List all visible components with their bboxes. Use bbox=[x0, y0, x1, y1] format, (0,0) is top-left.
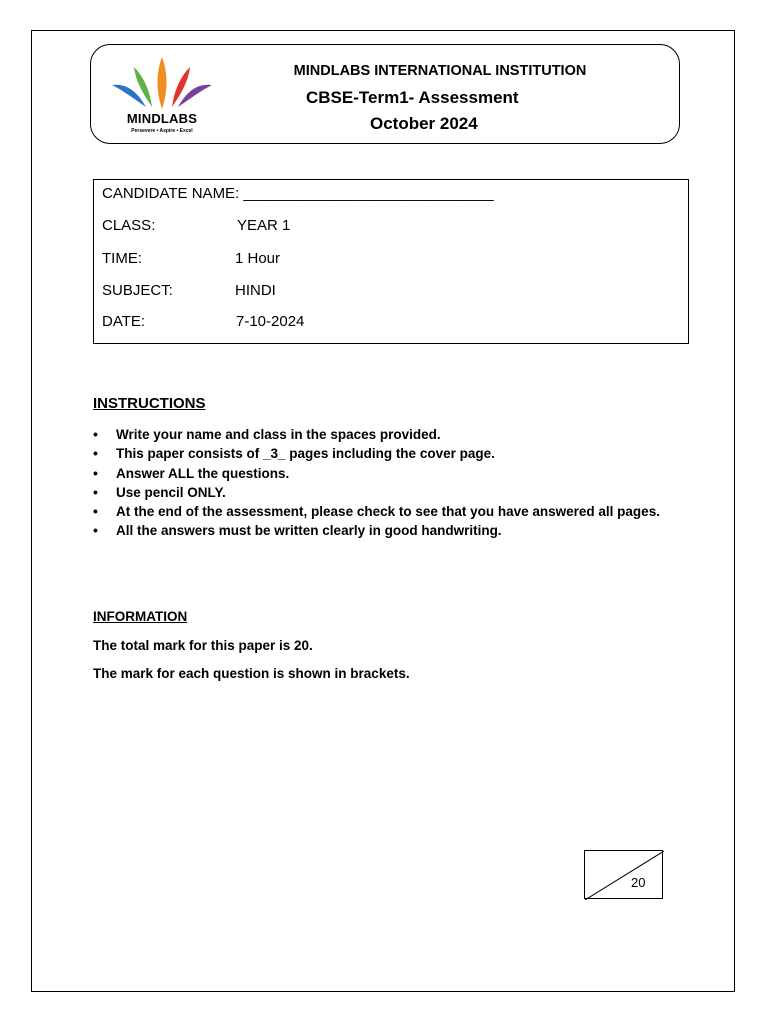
class-label: CLASS: bbox=[102, 217, 156, 234]
logo-petal-orange bbox=[158, 57, 167, 109]
date-value: 7-10-2024 bbox=[236, 313, 305, 330]
logo-wordmark: MINDLABS bbox=[126, 111, 198, 126]
exam-date: October 2024 bbox=[370, 114, 478, 133]
instruction-item: • Write your name and class in the spaces provided. bbox=[93, 425, 660, 444]
school-name: MINDLABS INTERNATIONAL INSTITUTION bbox=[293, 63, 587, 79]
logo-petal-red bbox=[172, 67, 190, 107]
candidate-name-row bbox=[102, 185, 494, 202]
marks-box bbox=[584, 850, 663, 899]
mark-note-text: The mark for each question is shown in brackets. bbox=[93, 666, 410, 681]
instruction-item: • All the answers must be written clearly in good handwriting. bbox=[93, 521, 660, 540]
instructions-heading: INSTRUCTIONS bbox=[93, 395, 206, 412]
exam-title: CBSE-Term1- Assessment bbox=[306, 88, 519, 107]
marks-total: 20 bbox=[631, 875, 646, 890]
candidate-name-label: CANDIDATE NAME: ______________________________ bbox=[102, 185, 494, 202]
total-mark-text: The total mark for this paper is 20. bbox=[93, 638, 313, 653]
subject-label: SUBJECT: bbox=[102, 282, 173, 299]
marks-diagonal-line bbox=[585, 851, 664, 900]
logo-tagline: Persevere • Aspire • Excel bbox=[131, 128, 193, 134]
instruction-item: • This paper consists of _3_ pages including the cover page. bbox=[93, 444, 660, 463]
instruction-item: • Answer ALL the questions. bbox=[93, 464, 660, 483]
logo-petal-green bbox=[134, 67, 152, 107]
instruction-item: • At the end of the assessment, please check to see that you have answered all pages. bbox=[93, 502, 660, 521]
instruction-item: • Use pencil ONLY. bbox=[93, 483, 660, 502]
information-heading: INFORMATION bbox=[93, 609, 188, 624]
school-logo bbox=[110, 55, 214, 137]
candidate-details-box bbox=[93, 179, 689, 344]
date-label: DATE: bbox=[102, 313, 146, 330]
instructions-list bbox=[93, 425, 660, 541]
subject-value: HINDI bbox=[235, 282, 276, 299]
time-value: 1 Hour bbox=[235, 250, 281, 267]
class-value: YEAR 1 bbox=[237, 217, 291, 234]
time-label: TIME: bbox=[102, 250, 142, 267]
